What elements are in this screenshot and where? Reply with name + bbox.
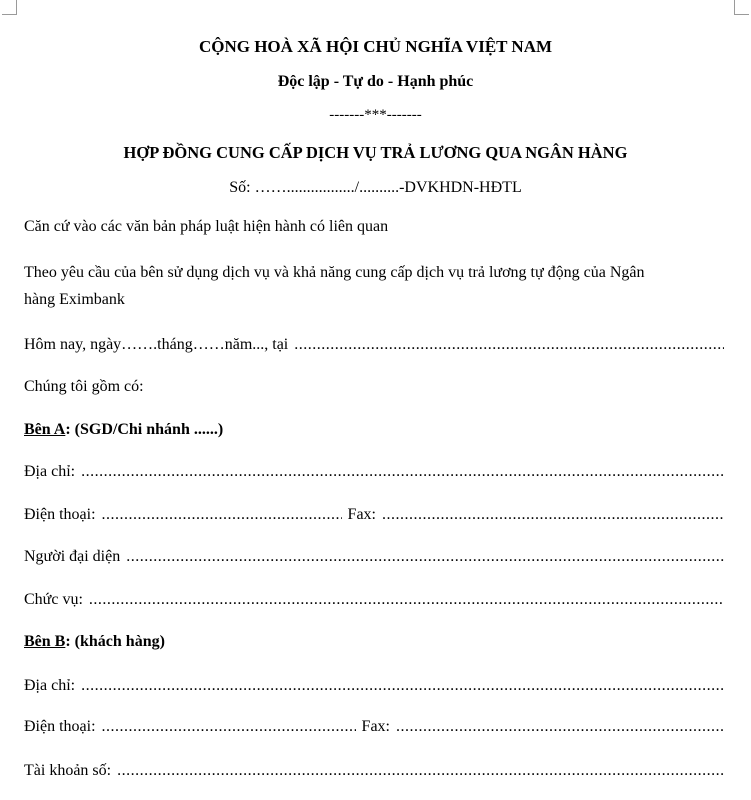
- party-a-address-dots: [81, 462, 724, 482]
- party-a-address-field[interactable]: [24, 462, 724, 482]
- party-a-fax-dots[interactable]: [382, 505, 724, 525]
- party-b-account-label: Tài khoản số:: [24, 762, 112, 779]
- party-a-detail: : (SGD/Chi nhánh ......): [65, 421, 224, 438]
- party-b-phone-label: Điện thoại:: [24, 718, 96, 735]
- date-place-field[interactable]: [24, 335, 724, 355]
- party-a-position-dots: [89, 590, 724, 610]
- party-a-address-label: Địa chỉ:: [24, 463, 76, 480]
- party-b-account-dots: [117, 761, 724, 781]
- party-a-fax-label: Fax:: [347, 506, 376, 523]
- party-a-position-field[interactable]: [24, 590, 724, 610]
- party-b-address-label: Địa chỉ:: [24, 677, 76, 694]
- date-place-dots: [294, 335, 724, 355]
- party-b-address-dots: [81, 676, 724, 696]
- basis-paragraph: Căn cứ vào các văn bản pháp luật hiện hành có liên quan: [24, 218, 389, 235]
- party-b-fax-label: Fax:: [361, 718, 390, 735]
- party-b-heading: [24, 632, 165, 652]
- party-b-detail: : (khách hàng): [65, 633, 165, 650]
- party-b-label: Bên B: [24, 633, 66, 650]
- date-place-label: Hôm nay, ngày…….tháng……năm..., tại: [24, 336, 289, 353]
- country-heading: CỘNG HOÀ XÃ HỘI CHỦ NGHĨA VIỆT NAM: [198, 37, 553, 56]
- motto: Độc lập - Tự do - Hạnh phúc: [277, 73, 474, 90]
- party-a-representative-label: Người đại diện: [24, 548, 121, 565]
- contract-number: Số: ……................./..........-DVKHDN-HĐTL: [229, 179, 522, 196]
- party-b-account-field[interactable]: [24, 761, 724, 781]
- contract-title: HỢP ĐỒNG CUNG CẤP DỊCH VỤ TRẢ LƯƠNG QUA NGÂN HÀNG: [123, 143, 628, 162]
- party-b-fax-dots[interactable]: [396, 717, 724, 737]
- request-paragraph-line-1: Theo yêu cầu của bên sử dụng dịch vụ và khả năng cung cấp dịch vụ trả lương tự động của Ngân: [24, 264, 645, 281]
- party-a-heading: [24, 420, 223, 440]
- party-b-phone-fax-row: [24, 717, 724, 737]
- party-a-phone-fax-row: [24, 505, 724, 525]
- party-a-label: Bên A: [24, 421, 66, 438]
- we-include-text: Chúng tôi gồm có:: [24, 378, 144, 395]
- party-b-address-field[interactable]: [24, 676, 724, 696]
- party-a-position-label: Chức vụ:: [24, 591, 83, 608]
- party-a-phone-label: Điện thoại:: [24, 506, 96, 523]
- header-separator: -------***-------: [329, 107, 422, 123]
- party-a-representative-field[interactable]: [24, 547, 724, 567]
- party-b-phone-dots[interactable]: [102, 717, 356, 737]
- request-paragraph-line-2: hàng Eximbank: [24, 291, 125, 308]
- party-a-phone-dots[interactable]: [102, 505, 342, 525]
- party-a-representative-dots: [126, 547, 724, 567]
